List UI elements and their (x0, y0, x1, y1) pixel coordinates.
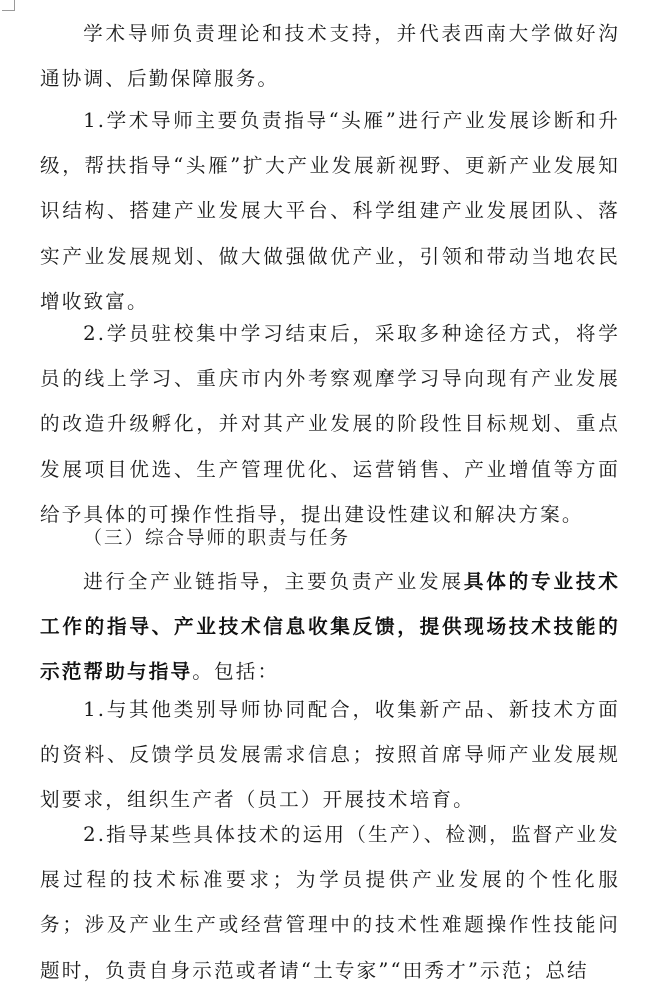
paragraph-section-intro (40, 559, 620, 695)
paragraph-academic-item-2: 2.学员驻校集中学习结束后，采取多种途径方式，将学员的线上学习、重庆市内外考察观摩学习导向现有产业发展的改造升级孵化，并对其产业发展的阶段性目标规划、重点发展项目优选、生产管理优化、运营销售、产业增值等方面给予具体的可操作性指导，提出建设性建议和解决方案。 (40, 322, 620, 526)
page-corner-crop-mark (2, 0, 15, 11)
paragraph-comprehensive-item-2: 2.指导某些具体技术的运用（生产）、检测，监督产业发展过程的技术标准要求；为学员提供产业发展的个性化服务；涉及产业生产或经营管理中的技术性难题操作性技能问题时，负责自身示范或者请“土专家”“田秀才”示范；总结 (40, 823, 620, 982)
paragraph-comprehensive-item-1: 1.与其他类别导师协同配合，收集新产品、新技术方面的资料、反馈学员发展需求信息；按照首席导师产业发展规划要求，组织生产者（员工）开展技术培育。 (40, 698, 620, 812)
section-heading: （三）综合导师的职责与任务 (83, 528, 350, 549)
section-intro-emphasis: 具体的专业技术工作的指导、产业技术信息收集反馈，提供现场技术技能的示范帮助与指导 (40, 570, 620, 684)
paragraph-intro: 学术导师负责理论和技术支持，并代表西南大学做好沟通协调、后勤保障服务。 (40, 22, 620, 91)
section-intro-tail: 。包括： (192, 660, 280, 684)
paragraph-academic-item-1: 1.学术导师主要负责指导“头雁”进行产业发展诊断和升级，帮扶指导“头雁”扩大产业发展新视野、更新产业发展知识结构、搭建产业发展大平台、科学组建产业发展团队、落实产业发展规划、做大做强做优产业，引领和带动当地农民增收致富。 (40, 109, 620, 313)
section-intro-lead: 进行全产业链指导，主要负责产业发展 (83, 570, 464, 593)
